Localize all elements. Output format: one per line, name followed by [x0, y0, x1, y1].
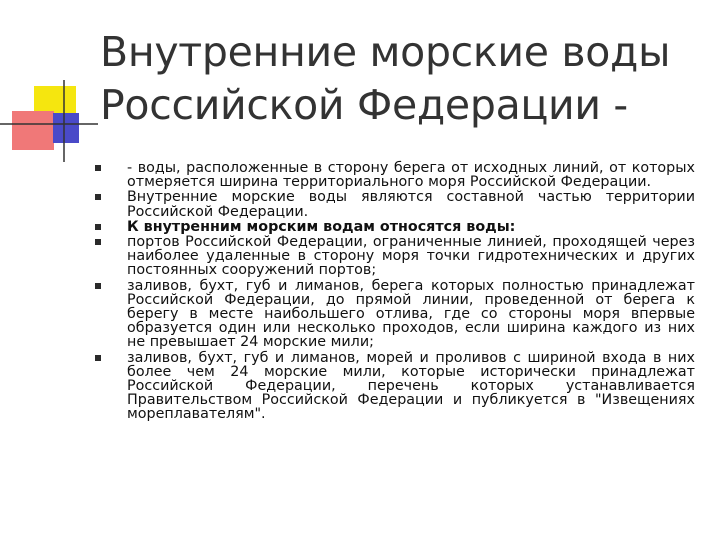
bullet-item-bays [95, 279, 695, 350]
bullet-item-territory [95, 190, 695, 218]
square-bullet-icon [95, 165, 101, 171]
deco-blue-square [53, 113, 79, 143]
bullet-text: - воды, расположенные в сторону берега от исходных линий, от которых отмеряется ширина территориального моря Российской Федерации. [127, 160, 695, 191]
square-bullet-icon [95, 283, 101, 289]
title-line-2: Российской Федерации - [100, 81, 628, 129]
slide-title [100, 26, 700, 132]
bullet-item-historic-waters [95, 351, 695, 422]
bullet-item-includes-heading [95, 220, 695, 234]
bullet-item-definition [95, 161, 695, 189]
bullet-text: заливов, бухт, губ и лиманов, берега которых полностью принадлежат Российской Федерации, до прямой линии, проведенной от берега к берегу в месте наибольшего отлива, где со стороны моря впервые образуется один или несколько проходов, если ширина каждого из них не превышает 24 морские мили; [127, 277, 695, 351]
deco-red-square [12, 111, 54, 150]
square-bullet-icon [95, 239, 101, 245]
square-bullet-icon [95, 224, 101, 230]
bullet-list [95, 161, 695, 423]
bullet-text: К внутренним морским водам относятся воды: [127, 218, 516, 235]
bullet-item-ports [95, 235, 695, 278]
bullet-text: портов Российской Федерации, ограниченные линией, проходящей через наиболее удаленные в сторону моря точки гидротехнических и других постоянных сооружений портов; [127, 234, 695, 279]
bullet-text: заливов, бухт, губ и лиманов, морей и проливов с шириной входа в них более чем 24 морские мили, которые исторически принадлежат Российской Федерации, перечень которых устанавливается Правительством Российской Федерации и публикуется в "Извещениях мореплавателям". [127, 349, 695, 423]
bullet-text: Внутренние морские воды являются составной частью территории Российской Федерации. [127, 189, 695, 220]
square-bullet-icon [95, 194, 101, 200]
square-bullet-icon [95, 355, 101, 361]
title-line-1: Внутренние морские воды [100, 28, 671, 76]
